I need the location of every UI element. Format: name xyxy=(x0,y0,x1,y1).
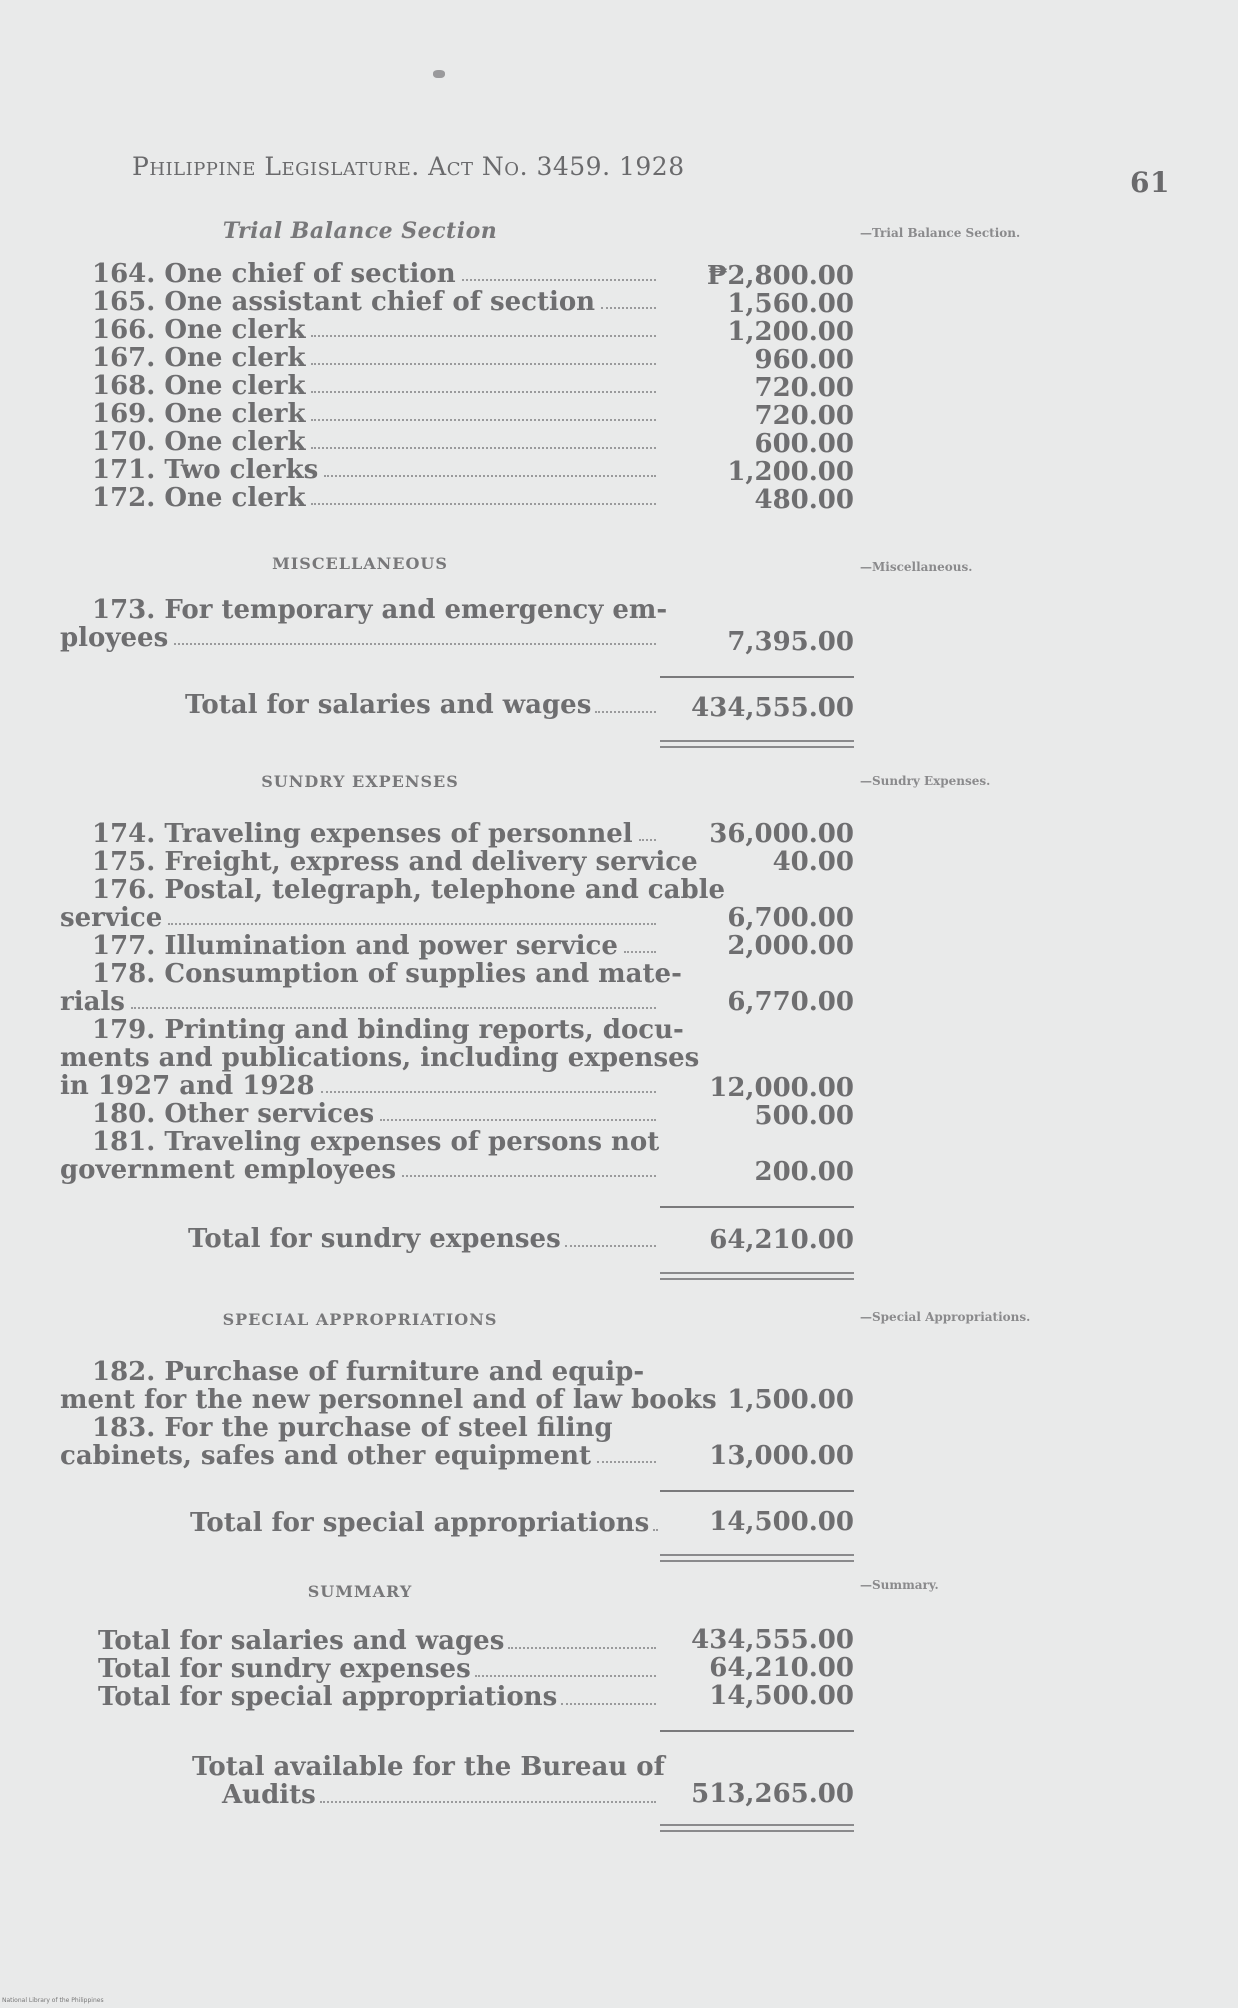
trial-balance-item: 169. One clerk xyxy=(60,400,660,428)
margin-note-sundry: —Sundry Expenses. xyxy=(860,774,991,788)
item-179-line2: ments and publications, including expenses xyxy=(60,1043,700,1073)
rule xyxy=(660,1730,854,1732)
summary-special-amount: 14,500.00 xyxy=(709,1681,854,1711)
double-rule xyxy=(660,1824,854,1832)
total-special-row: Total for special appropriations xyxy=(190,1508,660,1538)
item-176-amount: 6,700.00 xyxy=(727,903,854,933)
trial-balance-item: 166. One clerk xyxy=(60,316,660,344)
footer-credit: National Library of the Philippines xyxy=(2,1997,104,2004)
section-heading-special: SPECIAL APPROPRIATIONS xyxy=(222,1310,498,1329)
item-181-line1: 181. Traveling expenses of persons not xyxy=(92,1127,660,1157)
item-182-line1: 182. Purchase of furniture and equip- xyxy=(92,1357,645,1387)
item-183-amount: 13,000.00 xyxy=(709,1441,854,1471)
trial-balance-item: 165. One assistant chief of section xyxy=(60,288,660,316)
margin-note-special: —Special Appropriations. xyxy=(860,1310,1031,1324)
trial-balance-item: 171. Two clerks xyxy=(60,456,660,484)
item-181-line2: government employees xyxy=(60,1156,660,1184)
trial-balance-amount: 720.00 xyxy=(754,373,854,403)
item-178-line1: 178. Consumption of supplies and mate- xyxy=(92,959,682,989)
trial-balance-amount: 720.00 xyxy=(754,401,854,431)
trial-balance-item: 164. One chief of section xyxy=(60,260,660,288)
item-173-amount: 7,395.00 xyxy=(727,627,854,657)
rule xyxy=(660,1490,854,1492)
item-173-line1: 173. For temporary and emergency em- xyxy=(92,595,668,625)
total-salaries-row: Total for salaries and wages xyxy=(185,690,660,720)
page-number: 61 xyxy=(1130,166,1170,199)
grand-total-line1: Total available for the Bureau of xyxy=(192,1752,665,1782)
item-182-amount: 1,500.00 xyxy=(727,1385,854,1415)
margin-note-miscellaneous: —Miscellaneous. xyxy=(860,560,973,574)
item-174-amount: 36,000.00 xyxy=(709,819,854,849)
trial-balance-amount: ₱2,800.00 xyxy=(706,261,854,291)
total-sundry-row: Total for sundry expenses xyxy=(188,1224,660,1254)
grand-total-amount: 513,265.00 xyxy=(691,1779,854,1809)
item-173-line2: ployees xyxy=(60,624,660,652)
margin-note-summary: —Summary. xyxy=(860,1578,939,1592)
double-rule xyxy=(660,1554,854,1562)
section-heading-trial-balance: Trial Balance Section xyxy=(222,218,498,244)
item-183-line1: 183. For the purchase of steel filing xyxy=(92,1413,613,1443)
item-179-line3: in 1927 and 1928 xyxy=(60,1072,660,1100)
summary-special-row: Total for special appropriations xyxy=(98,1682,660,1712)
summary-sundry-amount: 64,210.00 xyxy=(709,1653,854,1683)
item-183-line2: cabinets, safes and other equipment xyxy=(60,1442,660,1470)
item-180: 180. Other services xyxy=(60,1100,660,1128)
trial-balance-amount: 480.00 xyxy=(754,485,854,515)
trial-balance-item: 172. One clerk xyxy=(60,484,660,512)
trial-balance-amount: 1,200.00 xyxy=(727,457,854,487)
grand-total-line2: Audits xyxy=(222,1780,660,1810)
item-177: 177. Illumination and power service xyxy=(60,932,660,960)
trial-balance-item: 168. One clerk xyxy=(60,372,660,400)
rule xyxy=(660,676,854,678)
double-rule xyxy=(660,1272,854,1280)
section-heading-sundry: SUNDRY EXPENSES xyxy=(261,772,459,791)
item-179-amount: 12,000.00 xyxy=(709,1073,854,1103)
summary-salaries-amount: 434,555.00 xyxy=(691,1625,854,1655)
margin-note-trial-balance: —Trial Balance Section. xyxy=(860,226,1021,240)
section-heading-summary: SUMMARY xyxy=(307,1582,413,1601)
item-175-amount: 40.00 xyxy=(772,847,854,877)
trial-balance-amount: 1,560.00 xyxy=(727,289,854,319)
summary-sundry-row: Total for sundry expenses xyxy=(98,1654,660,1684)
total-sundry-amount: 64,210.00 xyxy=(709,1225,854,1255)
item-178-amount: 6,770.00 xyxy=(727,987,854,1017)
section-heading-miscellaneous: MISCELLANEOUS xyxy=(272,554,448,573)
total-special-amount: 14,500.00 xyxy=(709,1507,854,1537)
item-177-amount: 2,000.00 xyxy=(727,931,854,961)
item-179-line1: 179. Printing and binding reports, docu- xyxy=(92,1015,684,1045)
trial-balance-amount: 1,200.00 xyxy=(727,317,854,347)
item-182-line2: ment for the new personnel and of law books xyxy=(60,1385,717,1415)
trial-balance-item: 170. One clerk xyxy=(60,428,660,456)
summary-salaries-row: Total for salaries and wages xyxy=(98,1626,660,1656)
item-176-line2: service xyxy=(60,904,660,932)
trial-balance-amount: 960.00 xyxy=(754,345,854,375)
item-180-amount: 500.00 xyxy=(754,1101,854,1131)
printer-mark xyxy=(433,70,445,78)
item-176-line1: 176. Postal, telegraph, telephone and cable xyxy=(92,875,726,905)
total-salaries-amount: 434,555.00 xyxy=(691,693,854,723)
running-header: Philippine Legislature. Act No. 3459. 1928 xyxy=(132,152,685,181)
trial-balance-amount: 600.00 xyxy=(754,429,854,459)
item-175: 175. Freight, express and delivery service xyxy=(92,847,698,877)
double-rule xyxy=(660,740,854,748)
item-174: 174. Traveling expenses of personnel xyxy=(60,820,660,848)
item-181-amount: 200.00 xyxy=(754,1157,854,1187)
trial-balance-item: 167. One clerk xyxy=(60,344,660,372)
rule xyxy=(660,1206,854,1208)
item-178-line2: rials xyxy=(60,988,660,1016)
